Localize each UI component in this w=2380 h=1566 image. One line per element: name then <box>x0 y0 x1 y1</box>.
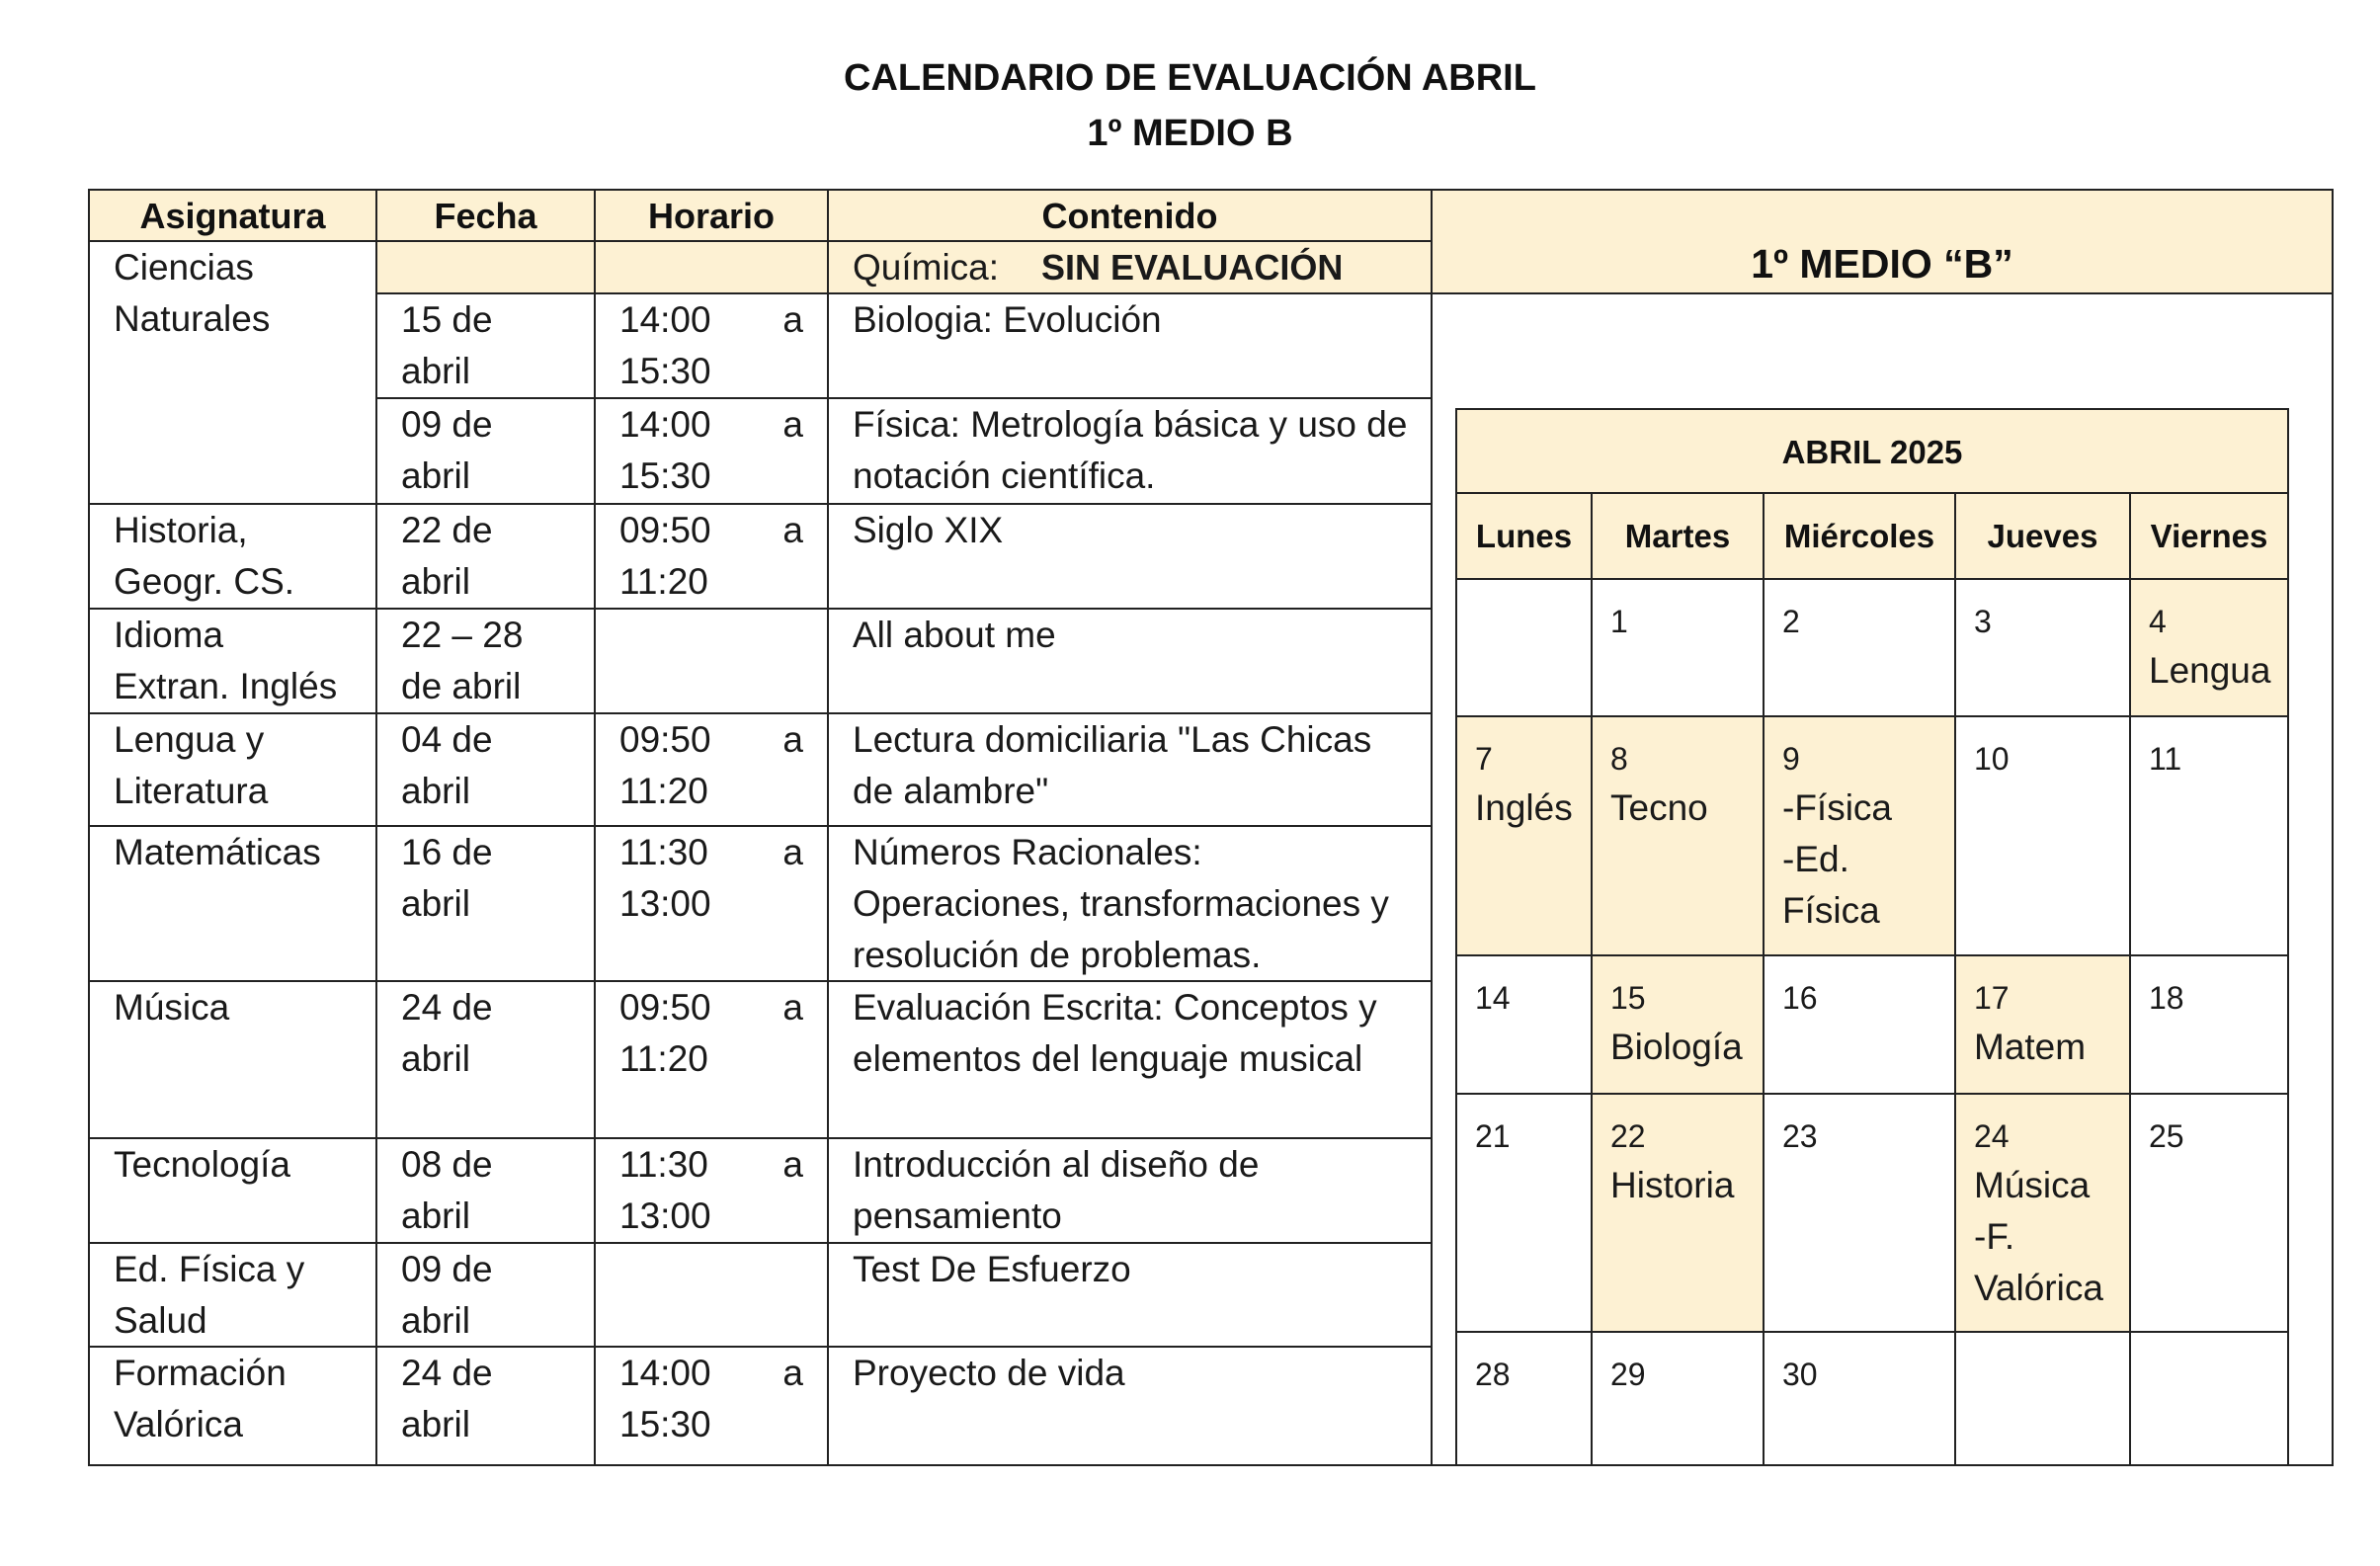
matematicas-date-l1: 16 de <box>401 832 493 872</box>
calendar-month-title: ABRIL 2025 <box>1781 434 1963 470</box>
valorica-date-cell <box>377 1348 596 1466</box>
ingles-content: All about me <box>853 615 1056 655</box>
matematicas-date-cell <box>377 827 596 982</box>
lengua-time-cell <box>596 714 829 827</box>
edfisica-content: Test De Esfuerzo <box>853 1249 1131 1289</box>
calendar-day-number: 15 <box>1610 980 1646 1016</box>
tecnologia-time-l1: 11:30 <box>619 1144 708 1185</box>
calendar-day-cell <box>1956 1333 2131 1466</box>
matematicas-content-l2: Operaciones, transformaciones y <box>853 883 1389 924</box>
fis-time-l2: 15:30 <box>619 455 711 496</box>
quimica-prefix: Química: <box>853 247 1000 288</box>
subject-valorica-l2: Valórica <box>114 1404 243 1444</box>
calendar-event-label: -F. <box>1974 1216 2015 1257</box>
calendar-day-number: 10 <box>1974 741 2010 777</box>
header-subject: Asignatura <box>139 196 326 236</box>
weekday-header-cell <box>1956 494 2131 580</box>
musica-content-cell <box>829 982 1433 1139</box>
weekday-label: Miércoles <box>1783 518 1935 554</box>
tecnologia-date-cell <box>377 1139 596 1244</box>
fis-content-l2: notación científica. <box>853 455 1156 496</box>
ingles-date-cell <box>377 610 596 714</box>
calendar-event-label: Valórica <box>1974 1268 2103 1308</box>
tecnologia-date-l1: 08 de <box>401 1144 493 1185</box>
calendar-day-cell <box>1956 717 2131 956</box>
quimica-content-cell <box>829 242 1433 294</box>
subject-cell-ingles <box>88 610 377 714</box>
tecnologia-time-cell <box>596 1139 829 1244</box>
musica-time-l2: 11:20 <box>619 1038 708 1079</box>
calendar-day-cell <box>1764 956 1956 1095</box>
calendar-day-number: 18 <box>2149 980 2184 1016</box>
historia-time-cell <box>596 505 829 610</box>
calendar-day-number: 9 <box>1782 741 1800 777</box>
quimica-date-cell <box>377 242 596 294</box>
matematicas-time-cell <box>596 827 829 982</box>
calendar-day-cell <box>1593 580 1764 717</box>
historia-content-cell <box>829 505 1433 610</box>
bio-time-l1: 14:00 <box>619 299 711 340</box>
matematicas-time-l2: 13:00 <box>619 883 711 924</box>
valorica-content-cell <box>829 1348 1433 1466</box>
calendar-event-label: Tecno <box>1610 787 1708 828</box>
bio-date-l1: 15 de <box>401 299 493 340</box>
valorica-date-l2: abril <box>401 1404 470 1444</box>
tecnologia-content-l2: pensamiento <box>853 1195 1062 1236</box>
lengua-time-l1: 09:50 <box>619 719 711 760</box>
musica-content-l2: elementos del lenguaje musical <box>853 1038 1363 1079</box>
calendar-event-label: Biología <box>1610 1027 1743 1067</box>
quimica-time-cell <box>596 242 829 294</box>
bio-time-l2: 15:30 <box>619 351 711 391</box>
edfisica-date-l2: abril <box>401 1300 470 1341</box>
calendar-day-number: 7 <box>1475 741 1493 777</box>
calendar-event-label: Inglés <box>1475 787 1573 828</box>
calendar-day-number: 3 <box>1974 604 1992 639</box>
matematicas-content-cell <box>829 827 1433 982</box>
header-cell-date <box>377 189 596 242</box>
weekday-header-cell <box>2131 494 2289 580</box>
subject-matematicas: Matemáticas <box>114 832 321 872</box>
calendar-event-label: Lengua <box>2149 650 2271 691</box>
fis-time-cell <box>596 399 829 505</box>
page-subtitle: 1º MEDIO B <box>1087 113 1293 154</box>
musica-time-a: a <box>782 987 803 1028</box>
historia-content: Siglo XIX <box>853 510 1004 550</box>
calendar-day-number: 17 <box>1974 980 2010 1016</box>
tecnologia-date-l2: abril <box>401 1195 470 1236</box>
weekday-header-cell <box>1593 494 1764 580</box>
calendar-day-cell <box>1455 956 1593 1095</box>
historia-date-cell <box>377 505 596 610</box>
fis-date-l2: abril <box>401 455 470 496</box>
calendar-day-cell <box>2131 580 2289 717</box>
calendar-day-cell <box>1455 717 1593 956</box>
calendar-day-number: 21 <box>1475 1118 1511 1154</box>
fis-time-a: a <box>782 404 803 445</box>
lengua-date-l2: abril <box>401 771 470 811</box>
subject-lengua-l1: Lengua y <box>114 719 265 760</box>
matematicas-time-a: a <box>782 832 803 872</box>
fis-content-cell <box>829 399 1433 505</box>
calendar-event-label: Física <box>1782 890 1880 931</box>
subject-valorica-l1: Formación <box>114 1353 287 1393</box>
calendar-day-number: 22 <box>1610 1118 1646 1154</box>
calendar-day-number: 24 <box>1974 1118 2010 1154</box>
edfisica-content-cell <box>829 1244 1433 1348</box>
tecnologia-content-l1: Introducción al diseño de <box>853 1144 1260 1185</box>
ingles-time-cell <box>596 610 829 714</box>
calendar-day-cell <box>1455 1333 1593 1466</box>
historia-time-l2: 11:20 <box>619 561 708 602</box>
fis-date-cell <box>377 399 596 505</box>
lengua-content-l1: Lectura domiciliaria "Las Chicas <box>853 719 1372 760</box>
valorica-date-l1: 24 de <box>401 1353 493 1393</box>
header-cell-time <box>596 189 829 242</box>
calendar-day-number: 1 <box>1610 604 1628 639</box>
valorica-content: Proyecto de vida <box>853 1353 1125 1393</box>
fis-date-l1: 09 de <box>401 404 493 445</box>
ingles-date-l1: 22 – 28 <box>401 615 524 655</box>
calendar-event-label: Música <box>1974 1165 2091 1205</box>
musica-date-cell <box>377 982 596 1139</box>
fis-content-l1: Física: Metrología básica y uso de <box>853 404 1408 445</box>
edfisica-time-cell <box>596 1244 829 1348</box>
ingles-date-l2: de abril <box>401 666 522 706</box>
calendar-event-label: -Física <box>1782 787 1892 828</box>
calendar-day-cell <box>1455 1095 1593 1333</box>
header-time: Horario <box>647 196 776 236</box>
historia-date-l2: abril <box>401 561 470 602</box>
valorica-time-a: a <box>782 1353 803 1393</box>
calendar-day-number: 30 <box>1782 1357 1818 1392</box>
bio-date-l2: abril <box>401 351 470 391</box>
weekday-label: Martes <box>1624 518 1731 554</box>
lengua-date-cell <box>377 714 596 827</box>
fis-time-l1: 14:00 <box>619 404 711 445</box>
weekday-header-cell <box>1764 494 1956 580</box>
matematicas-time-l1: 11:30 <box>619 832 708 872</box>
calendar-day-number: 14 <box>1475 980 1511 1016</box>
header-date: Fecha <box>434 196 537 236</box>
subject-ingles-l1: Idioma <box>114 615 224 655</box>
subject-tecnologia: Tecnología <box>114 1144 290 1185</box>
calendar-day-cell <box>1455 580 1593 717</box>
calendar-day-cell <box>1764 1095 1956 1333</box>
calendar-day-cell <box>1956 1095 2131 1333</box>
tecnologia-time-a: a <box>782 1144 803 1185</box>
panel-header <box>1433 189 2334 294</box>
calendar-day-number: 4 <box>2149 604 2167 639</box>
ingles-content-cell <box>829 610 1433 714</box>
matematicas-content-l1: Números Racionales: <box>853 832 1202 872</box>
calendar-day-cell <box>1764 717 1956 956</box>
subject-lengua-l2: Literatura <box>114 771 269 811</box>
subject-cell-matematicas <box>88 827 377 982</box>
lengua-content-l2: de alambre" <box>853 771 1049 811</box>
calendar-day-cell <box>2131 1333 2289 1466</box>
weekday-label: Lunes <box>1475 518 1573 554</box>
lengua-time-l2: 11:20 <box>619 771 708 811</box>
musica-content-l1: Evaluación Escrita: Conceptos y <box>853 987 1377 1028</box>
subject-ciencias-l2: Naturales <box>114 298 271 339</box>
calendar-event-label: -Ed. <box>1782 839 1849 879</box>
header-content: Contenido <box>1041 196 1218 236</box>
subject-ciencias-l1: Ciencias <box>114 247 254 288</box>
subject-cell-valorica <box>88 1348 377 1466</box>
historia-time-l1: 09:50 <box>619 510 711 550</box>
historia-date-l1: 22 de <box>401 510 493 550</box>
calendar-day-number: 28 <box>1475 1357 1511 1392</box>
subject-historia-l1: Historia, <box>114 510 248 550</box>
musica-time-l1: 09:50 <box>619 987 711 1028</box>
calendar-day-cell <box>1764 1333 1956 1466</box>
bio-time-cell <box>596 294 829 399</box>
weekday-label: Jueves <box>1987 518 2098 554</box>
bio-date-cell <box>377 294 596 399</box>
valorica-time-l1: 14:00 <box>619 1353 711 1393</box>
calendar-day-cell <box>1593 956 1764 1095</box>
bio-content: Biologia: Evolución <box>853 299 1162 340</box>
subject-musica: Música <box>114 987 230 1028</box>
subject-edfisica-l1: Ed. Física y <box>114 1249 305 1289</box>
calendar-day-cell <box>1593 1095 1764 1333</box>
header-cell-content <box>829 189 1433 242</box>
lengua-content-cell <box>829 714 1433 827</box>
subject-cell-tecnologia <box>88 1139 377 1244</box>
calendar-day-cell <box>2131 717 2289 956</box>
valorica-time-l2: 15:30 <box>619 1404 711 1444</box>
valorica-time-cell <box>596 1348 829 1466</box>
calendar-day-cell <box>1593 717 1764 956</box>
lengua-time-a: a <box>782 719 803 760</box>
subject-cell-ciencias <box>88 242 377 505</box>
calendar-day-number: 11 <box>2149 741 2182 777</box>
calendar-day-number: 2 <box>1782 604 1800 639</box>
tecnologia-content-cell <box>829 1139 1433 1244</box>
calendar-event-label: Matem <box>1974 1027 2087 1067</box>
edfisica-date-l1: 09 de <box>401 1249 493 1289</box>
subject-cell-lengua <box>88 714 377 827</box>
calendar-day-cell <box>2131 956 2289 1095</box>
lengua-date-l1: 04 de <box>401 719 493 760</box>
subject-edfisica-l2: Salud <box>114 1300 207 1341</box>
subject-cell-musica <box>88 982 377 1139</box>
calendar-day-cell <box>1956 956 2131 1095</box>
weekday-label: Viernes <box>2150 518 2268 554</box>
calendar-day-number: 8 <box>1610 741 1628 777</box>
calendar-day-cell <box>2131 1095 2289 1333</box>
panel-title: 1º MEDIO “B” <box>1751 241 2013 287</box>
musica-date-l2: abril <box>401 1038 470 1079</box>
bio-content-cell <box>829 294 1433 399</box>
calendar-day-cell <box>1956 580 2131 717</box>
calendar-month-header <box>1455 408 2289 494</box>
matematicas-content-l3: resolución de problemas. <box>853 935 1262 975</box>
subject-cell-historia <box>88 505 377 610</box>
historia-time-a: a <box>782 510 803 550</box>
subject-ingles-l2: Extran. Inglés <box>114 666 338 706</box>
subject-cell-edfisica <box>88 1244 377 1348</box>
calendar-event-label: Historia <box>1610 1165 1735 1205</box>
tecnologia-time-l2: 13:00 <box>619 1195 711 1236</box>
bio-time-a: a <box>782 299 803 340</box>
calendar-day-number: 16 <box>1782 980 1818 1016</box>
subject-historia-l2: Geogr. CS. <box>114 561 295 602</box>
calendar-day-cell <box>1764 580 1956 717</box>
calendar-day-number: 29 <box>1610 1357 1646 1392</box>
header-cell-subject <box>88 189 377 242</box>
matematicas-date-l2: abril <box>401 883 470 924</box>
calendar-day-number: 23 <box>1782 1118 1818 1154</box>
calendar-day-number: 25 <box>2149 1118 2184 1154</box>
page-title: CALENDARIO DE EVALUACIÓN ABRIL <box>844 57 1536 99</box>
musica-date-l1: 24 de <box>401 987 493 1028</box>
musica-time-cell <box>596 982 829 1139</box>
quimica-status: SIN EVALUACIÓN <box>1041 247 1344 288</box>
weekday-header-cell <box>1455 494 1593 580</box>
edfisica-date-cell <box>377 1244 596 1348</box>
calendar-day-cell <box>1593 1333 1764 1466</box>
